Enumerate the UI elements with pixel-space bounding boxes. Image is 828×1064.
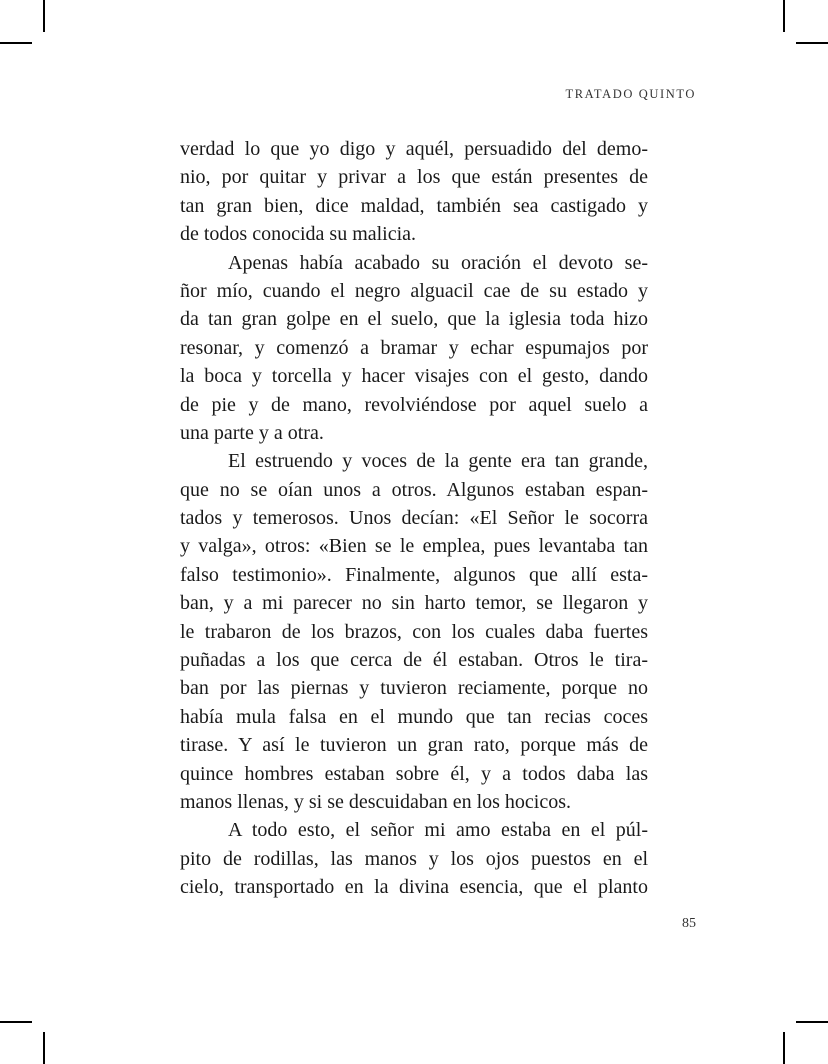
text-line: y valga», otros: «Bien se le emplea, pues levantaba tan [180,535,648,558]
text-line: puñadas a los que cerca de él estaban. Otros le tira- [180,649,648,672]
crop-mark-bottom-left-horizontal [0,1021,32,1023]
text-line: de pie y de mano, revolviéndose por aquel suelo a [180,393,648,416]
body-text [180,135,648,902]
crop-mark-bottom-left-vertical [43,1032,45,1064]
text-line: manos llenas, y si se descuidaban en los hocicos. [180,790,572,813]
text-line: pito de rodillas, las manos y los ojos puestos en el [180,847,648,870]
text-line: Apenas había acabado su oración el devoto se- [228,251,648,274]
text-line: le trabaron de los brazos, con los cuales daba fuertes [180,620,648,643]
text-line: de todos conocida su malicia. [180,223,417,246]
text-line: tan gran bien, dice maldad, también sea castigado y [180,194,648,217]
page-number: 85 [682,916,696,931]
text-line: quince hombres estaban sobre él, y a todos daba las [180,762,648,785]
paragraph [180,816,648,901]
text-line: ban por las piernas y tuvieron reciamente, porque no [180,677,648,700]
text-line: nio, por quitar y privar a los que están presentes de [180,166,648,189]
text-line: A todo esto, el señor mi amo estaba en el púl- [228,819,648,842]
text-line: verdad lo que yo digo y aquél, persuadido del demo- [180,138,648,160]
text-line: una parte y a otra. [180,421,324,444]
text-line: tirase. Y así le tuvieron un gran rato, porque más de [180,734,648,757]
crop-mark-top-right-horizontal [796,42,828,44]
text-line: tados y temerosos. Unos decían: «El Señor le socorra [180,507,648,530]
running-head: TRATADO QUINTO [565,87,696,101]
crop-mark-top-left-horizontal [0,42,32,44]
crop-mark-bottom-right-horizontal [796,1021,828,1023]
text-line: El estruendo y voces de la gente era tan grande, [228,450,648,473]
text-line: ñor mío, cuando el negro alguacil cae de su estado y [180,279,648,302]
crop-mark-top-left-vertical [43,0,45,32]
text-line: da tan gran golpe en el suelo, que la iglesia toda hizo [180,308,648,331]
text-line: cielo, transportado en la divina esencia, que el planto [180,876,648,899]
crop-mark-top-right-vertical [783,0,785,32]
text-line: que no se oían unos a otros. Algunos estaban espan- [180,478,648,501]
text-line: había mula falsa en el mundo que tan recias coces [180,705,648,728]
text-line: falso testimonio». Finalmente, algunos que allí esta- [180,563,648,586]
text-line: resonar, y comenzó a bramar y echar espumajos por [180,336,648,359]
paragraph [180,249,648,448]
paragraph [180,135,648,249]
text-line: ban, y a mi parecer no sin harto temor, se llegaron y [180,592,648,615]
text-line: la boca y torcella y hacer visajes con el gesto, dando [180,365,648,388]
paragraph [180,447,648,816]
crop-mark-bottom-right-vertical [783,1032,785,1064]
